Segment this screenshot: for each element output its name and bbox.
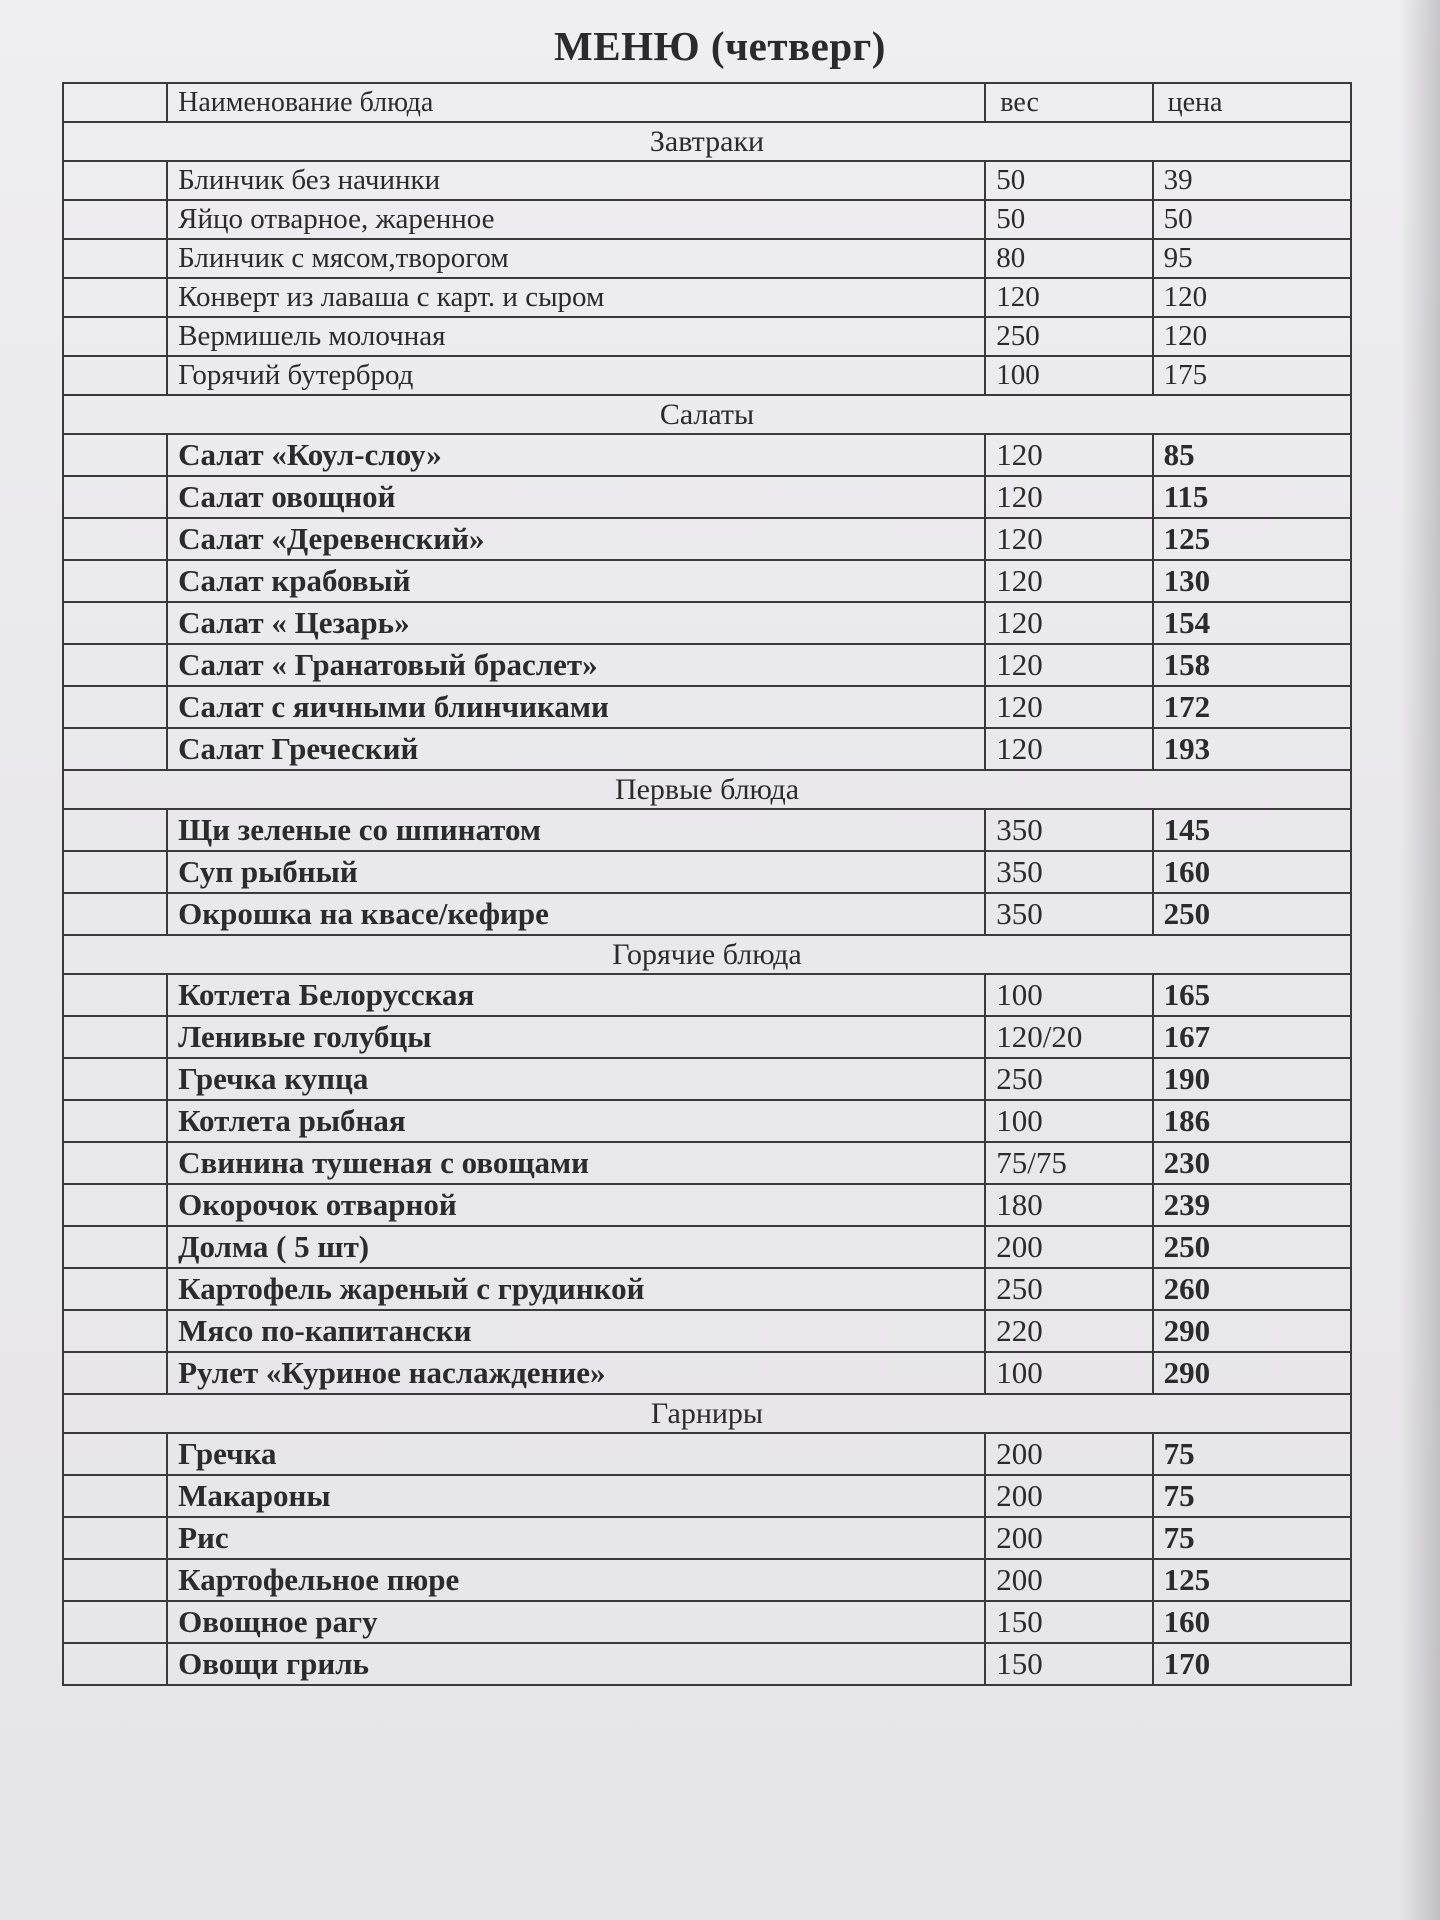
- row-number-cell: [63, 200, 167, 239]
- dish-name: Суп рыбный: [167, 851, 985, 893]
- menu-item-row: [63, 560, 1351, 602]
- dish-name: Овощи гриль: [167, 1643, 985, 1685]
- dish-weight: 250: [985, 317, 1152, 356]
- dish-name: Яйцо отварное, жаренное: [167, 200, 985, 239]
- row-number-cell: [63, 1352, 167, 1394]
- dish-name: Мясо по-капитански: [167, 1310, 985, 1352]
- row-number-cell: [63, 1643, 167, 1685]
- dish-price: 120: [1153, 317, 1351, 356]
- dish-name: Ленивые голубцы: [167, 1016, 985, 1058]
- dish-price: 186: [1153, 1100, 1351, 1142]
- dish-weight: 120/20: [985, 1016, 1152, 1058]
- row-number-cell: [63, 974, 167, 1016]
- dish-weight: 120: [985, 686, 1152, 728]
- menu-item-row: [63, 728, 1351, 770]
- dish-weight: 120: [985, 602, 1152, 644]
- menu-item-row: [63, 356, 1351, 395]
- menu-table: [62, 82, 1352, 1686]
- dish-price: 154: [1153, 602, 1351, 644]
- dish-weight: 100: [985, 356, 1152, 395]
- row-number-cell: [63, 809, 167, 851]
- dish-weight: 100: [985, 974, 1152, 1016]
- row-number-cell: [63, 686, 167, 728]
- row-number-cell: [63, 434, 167, 476]
- row-number-cell: [63, 1310, 167, 1352]
- dish-price: 250: [1153, 893, 1351, 935]
- row-number-cell: [63, 1433, 167, 1475]
- dish-name: Рулет «Куриное наслаждение»: [167, 1352, 985, 1394]
- dish-name: Гречка: [167, 1433, 985, 1475]
- dish-price: 115: [1153, 476, 1351, 518]
- row-number-cell: [63, 518, 167, 560]
- row-number-cell: [63, 1226, 167, 1268]
- dish-price: 175: [1153, 356, 1351, 395]
- dish-weight: 80: [985, 239, 1152, 278]
- dish-weight: 120: [985, 278, 1152, 317]
- dish-name: Салат с яичными блинчиками: [167, 686, 985, 728]
- section-row: [63, 935, 1351, 974]
- dish-name: Картофельное пюре: [167, 1559, 985, 1601]
- dish-name: Блинчик без начинки: [167, 161, 985, 200]
- row-number-cell: [63, 161, 167, 200]
- dish-price: 190: [1153, 1058, 1351, 1100]
- row-number-cell: [63, 1517, 167, 1559]
- menu-item-row: [63, 1100, 1351, 1142]
- section-title: Салаты: [63, 395, 1351, 434]
- menu-item-row: [63, 476, 1351, 518]
- dish-weight: 350: [985, 809, 1152, 851]
- dish-name: Вермишель молочная: [167, 317, 985, 356]
- dish-weight: 200: [985, 1517, 1152, 1559]
- dish-price: 75: [1153, 1475, 1351, 1517]
- menu-item-row: [63, 1058, 1351, 1100]
- dish-weight: 350: [985, 851, 1152, 893]
- weight-header: вес: [985, 83, 1152, 122]
- dish-price: 167: [1153, 1016, 1351, 1058]
- dish-weight: 50: [985, 161, 1152, 200]
- menu-item-row: [63, 644, 1351, 686]
- row-number-cell: [63, 317, 167, 356]
- row-number-cell: [63, 1601, 167, 1643]
- sheet-edge-shadow: [1400, 0, 1440, 1920]
- dish-price: 172: [1153, 686, 1351, 728]
- section-row: [63, 1394, 1351, 1433]
- dish-price: 158: [1153, 644, 1351, 686]
- dish-price: 165: [1153, 974, 1351, 1016]
- dish-price: 250: [1153, 1226, 1351, 1268]
- dish-name: Щи зеленые со шпинатом: [167, 809, 985, 851]
- dish-price: 125: [1153, 518, 1351, 560]
- dish-name: Окорочок отварной: [167, 1184, 985, 1226]
- menu-item-row: [63, 317, 1351, 356]
- menu-item-row: [63, 1268, 1351, 1310]
- menu-item-row: [63, 1142, 1351, 1184]
- row-number-cell: [63, 356, 167, 395]
- row-number-cell: [63, 1475, 167, 1517]
- dish-weight: 200: [985, 1226, 1152, 1268]
- section-title: Завтраки: [63, 122, 1351, 161]
- section-row: [63, 122, 1351, 161]
- dish-name: Салат « Цезарь»: [167, 602, 985, 644]
- row-number-cell: [63, 1016, 167, 1058]
- section-row: [63, 770, 1351, 809]
- dish-price: 239: [1153, 1184, 1351, 1226]
- section-row: [63, 395, 1351, 434]
- row-number-cell: [63, 1559, 167, 1601]
- row-number-cell: [63, 602, 167, 644]
- dish-weight: 120: [985, 518, 1152, 560]
- menu-item-row: [63, 1475, 1351, 1517]
- dish-name: Салат крабовый: [167, 560, 985, 602]
- menu-item-row: [63, 1433, 1351, 1475]
- dish-name: Долма ( 5 шт): [167, 1226, 985, 1268]
- dish-weight: 120: [985, 434, 1152, 476]
- row-number-cell: [63, 1268, 167, 1310]
- row-number-cell: [63, 278, 167, 317]
- dish-weight: 120: [985, 560, 1152, 602]
- dish-weight: 100: [985, 1352, 1152, 1394]
- dish-price: 160: [1153, 1601, 1351, 1643]
- menu-item-row: [63, 161, 1351, 200]
- menu-item-row: [63, 686, 1351, 728]
- row-number-cell: [63, 728, 167, 770]
- dish-name: Салат Греческий: [167, 728, 985, 770]
- dish-weight: 250: [985, 1268, 1152, 1310]
- dish-name: Свинина тушеная с овощами: [167, 1142, 985, 1184]
- menu-item-row: [63, 1352, 1351, 1394]
- row-number-cell: [63, 1058, 167, 1100]
- dish-name: Гречка купца: [167, 1058, 985, 1100]
- section-title: Первые блюда: [63, 770, 1351, 809]
- dish-price: 120: [1153, 278, 1351, 317]
- dish-name: Овощное рагу: [167, 1601, 985, 1643]
- dish-weight: 120: [985, 476, 1152, 518]
- dish-price: 75: [1153, 1517, 1351, 1559]
- dish-name: Салат «Коул-слоу»: [167, 434, 985, 476]
- dish-weight: 200: [985, 1475, 1152, 1517]
- dish-price: 290: [1153, 1352, 1351, 1394]
- dish-price: 39: [1153, 161, 1351, 200]
- menu-item-row: [63, 974, 1351, 1016]
- row-number-cell: [63, 1184, 167, 1226]
- header-row: [63, 83, 1351, 122]
- menu-item-row: [63, 239, 1351, 278]
- dish-name: Салат «Деревенский»: [167, 518, 985, 560]
- dish-name: Окрошка на квасе/кефире: [167, 893, 985, 935]
- dish-name: Картофель жареный с грудинкой: [167, 1268, 985, 1310]
- menu-item-row: [63, 518, 1351, 560]
- dish-weight: 150: [985, 1601, 1152, 1643]
- menu-item-row: [63, 434, 1351, 476]
- dish-name: Котлета рыбная: [167, 1100, 985, 1142]
- number-header-cell: [63, 83, 167, 122]
- dish-name: Конверт из лаваша с карт. и сыром: [167, 278, 985, 317]
- price-header: цена: [1153, 83, 1351, 122]
- menu-item-row: [63, 1601, 1351, 1643]
- section-title: Горячие блюда: [63, 935, 1351, 974]
- dish-price: 50: [1153, 200, 1351, 239]
- dish-price: 95: [1153, 239, 1351, 278]
- row-number-cell: [63, 1100, 167, 1142]
- menu-item-row: [63, 1310, 1351, 1352]
- menu-item-row: [63, 602, 1351, 644]
- dish-price: 170: [1153, 1643, 1351, 1685]
- menu-item-row: [63, 809, 1351, 851]
- dish-weight: 220: [985, 1310, 1152, 1352]
- dish-price: 193: [1153, 728, 1351, 770]
- dish-price: 160: [1153, 851, 1351, 893]
- dish-price: 290: [1153, 1310, 1351, 1352]
- dish-weight: 50: [985, 200, 1152, 239]
- dish-name: Салат « Гранатовый браслет»: [167, 644, 985, 686]
- dish-weight: 180: [985, 1184, 1152, 1226]
- menu-item-row: [63, 1517, 1351, 1559]
- dish-weight: 200: [985, 1559, 1152, 1601]
- dish-price: 85: [1153, 434, 1351, 476]
- menu-item-row: [63, 1643, 1351, 1685]
- dish-price: 145: [1153, 809, 1351, 851]
- dish-name: Макароны: [167, 1475, 985, 1517]
- row-number-cell: [63, 560, 167, 602]
- menu-item-row: [63, 278, 1351, 317]
- dish-weight: 120: [985, 728, 1152, 770]
- dish-price: 260: [1153, 1268, 1351, 1310]
- menu-item-row: [63, 893, 1351, 935]
- dish-name: Рис: [167, 1517, 985, 1559]
- dish-weight: 200: [985, 1433, 1152, 1475]
- row-number-cell: [63, 476, 167, 518]
- section-title: Гарниры: [63, 1394, 1351, 1433]
- menu-item-row: [63, 200, 1351, 239]
- dish-weight: 120: [985, 644, 1152, 686]
- dish-price: 125: [1153, 1559, 1351, 1601]
- dish-name: Салат овощной: [167, 476, 985, 518]
- row-number-cell: [63, 644, 167, 686]
- dish-name: Котлета Белорусская: [167, 974, 985, 1016]
- dish-name: Блинчик с мясом,творогом: [167, 239, 985, 278]
- row-number-cell: [63, 851, 167, 893]
- menu-item-row: [63, 851, 1351, 893]
- row-number-cell: [63, 893, 167, 935]
- dish-weight: 75/75: [985, 1142, 1152, 1184]
- dish-weight: 350: [985, 893, 1152, 935]
- dish-weight: 250: [985, 1058, 1152, 1100]
- dish-price: 230: [1153, 1142, 1351, 1184]
- menu-table-body: [63, 83, 1351, 1685]
- dish-weight: 100: [985, 1100, 1152, 1142]
- dish-weight: 150: [985, 1643, 1152, 1685]
- menu-title: МЕНЮ (четверг): [554, 23, 886, 69]
- menu-item-row: [63, 1184, 1351, 1226]
- dish-name: Горячий бутерброд: [167, 356, 985, 395]
- row-number-cell: [63, 1142, 167, 1184]
- dish-price: 75: [1153, 1433, 1351, 1475]
- menu-item-row: [63, 1559, 1351, 1601]
- name-header: Наименование блюда: [167, 83, 985, 122]
- row-number-cell: [63, 239, 167, 278]
- dish-price: 130: [1153, 560, 1351, 602]
- menu-item-row: [63, 1226, 1351, 1268]
- menu-item-row: [63, 1016, 1351, 1058]
